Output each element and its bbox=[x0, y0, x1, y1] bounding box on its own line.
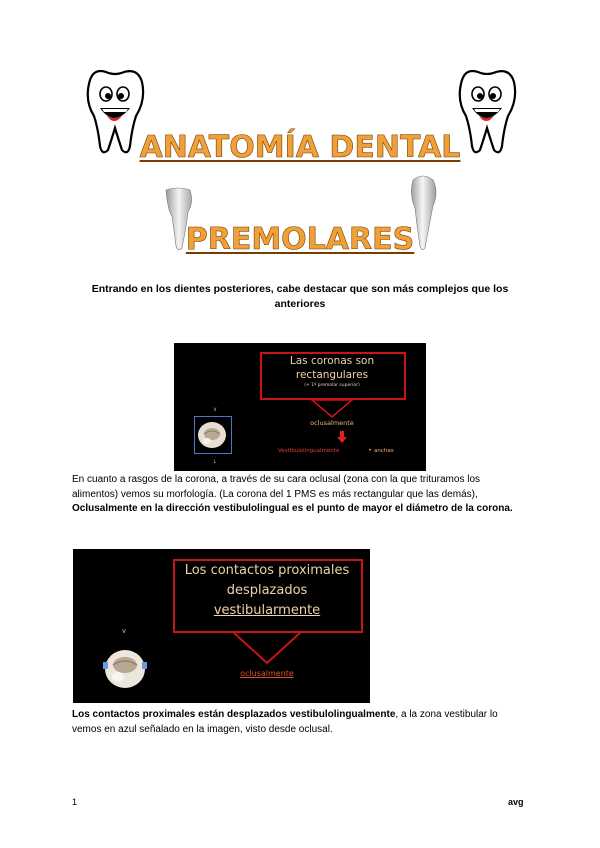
slide2-line1: Los contactos proximales bbox=[184, 563, 350, 578]
crown-paragraph-text: En cuanto a rasgos de la corona, a través de su cara oclusal (zona con la que trituramos los alimentos) vemos su morfología. (La corona del 1 PMS es más rectangular que las demás), bbox=[72, 474, 481, 500]
slide2-line3: vestibularmente bbox=[213, 603, 321, 618]
page-number: 1 bbox=[72, 797, 78, 807]
slide-crowns-rectangular bbox=[174, 343, 426, 471]
intro-text: Entrando en los dientes posteriores, cabe destacar que son más complejos que los anteriores bbox=[91, 283, 509, 310]
vestibulolingual-label: Vestibulolingualmente bbox=[278, 448, 340, 454]
tooth-occlusal-icon bbox=[196, 419, 228, 451]
lingual-mark: L bbox=[213, 459, 217, 464]
slide2-line2: desplazados bbox=[226, 583, 308, 598]
crown-paragraph bbox=[72, 473, 528, 517]
red-arrow-icon bbox=[337, 431, 347, 443]
slide-proximal-contacts bbox=[73, 549, 370, 703]
footer-author: avg bbox=[508, 797, 524, 807]
wide-label: anchas bbox=[374, 448, 394, 454]
proximal-contacts-paragraph bbox=[72, 708, 528, 737]
arrow-down-icon bbox=[231, 631, 303, 665]
slide-note: (+ 1º premolar superior) bbox=[304, 383, 360, 388]
proximal-contacts-text: , a la zona vestibular lo vemos en azul señalado en la imagen, visto desde oclusal. bbox=[72, 709, 498, 735]
page-title: ANATOMÍA DENTAL bbox=[139, 130, 461, 165]
slide-title-line1: Las coronas son bbox=[289, 355, 375, 367]
crown-paragraph-bold: Oclusalmente en la dirección vestibulolingual es el punto de mayor el diámetro de la corona. bbox=[72, 503, 513, 514]
vestibular-mark: V bbox=[213, 407, 217, 412]
slide2-occlusal-label: oclusalmente bbox=[240, 669, 294, 678]
arrow-down-icon bbox=[310, 399, 354, 419]
section-title: PREMOLARES bbox=[185, 222, 415, 257]
bullet: • bbox=[368, 447, 372, 454]
tooth-occlusal-icon bbox=[101, 645, 149, 693]
slide-title-line2: rectangulares bbox=[295, 369, 369, 381]
occlusal-label: oclusalmente bbox=[310, 419, 354, 427]
proximal-contacts-bold: Los contactos proximales están desplazados vestibulolingualmente bbox=[72, 709, 396, 720]
slide2-vestibular-mark: V bbox=[122, 629, 126, 635]
